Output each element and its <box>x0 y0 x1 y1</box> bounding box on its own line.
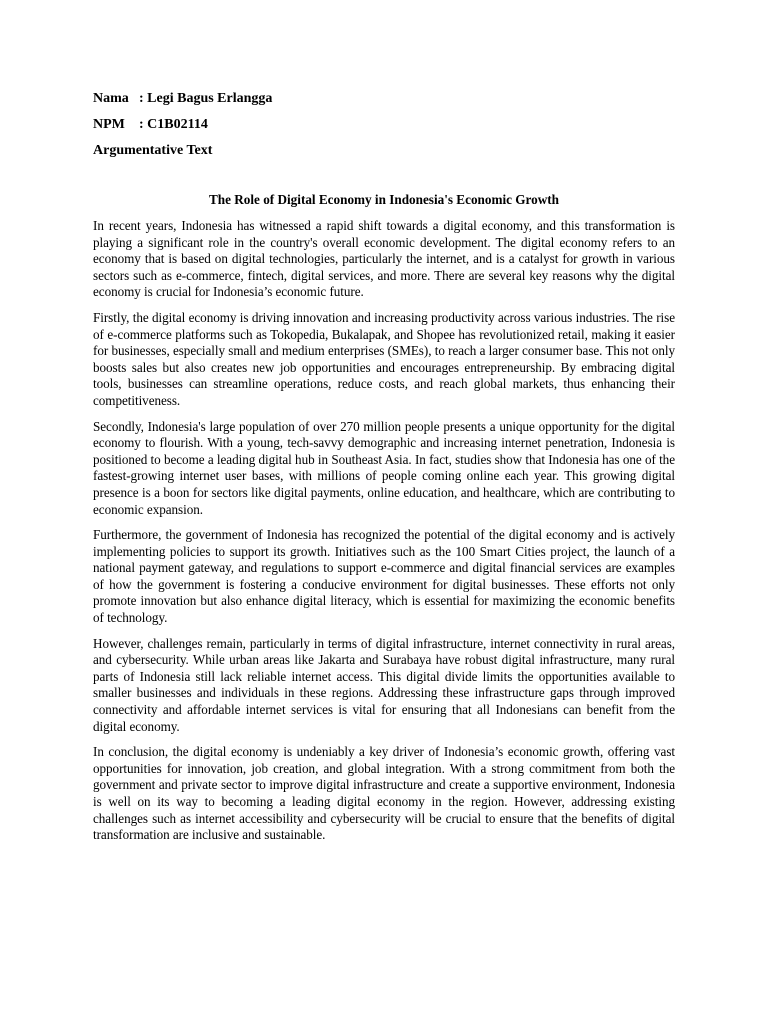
paragraph-firstly: Firstly, the digital economy is driving innovation and increasing productivity across various industries. The rise of e-commerce platforms such as Tokopedia, Bukalapak, and Shopee has revolutionized retail, making it easier for businesses, especially small and medium enterprises (SMEs), to reach a larger consumer base. This not only boosts sales but also creates new job opportunities and encourages entrepreneurship. By embracing digital tools, businesses can streamline operations, reduce costs, and reach global markets, thus enhancing their competitiveness. <box>93 309 675 408</box>
paragraph-intro: In recent years, Indonesia has witnessed a rapid shift towards a digital economy, and this transformation is playing a significant role in the country's overall economic development. The digital economy refers to an economy that is based on digital technologies, particularly the internet, and is a catalyst for growth in various sectors such as e-commerce, fintech, digital services, and more. There are several key reasons why the digital economy is crucial for Indonesia’s economic future. <box>93 218 675 300</box>
paragraph-furthermore: Furthermore, the government of Indonesia has recognized the potential of the digital economy and is actively implementing policies to support its growth. Initiatives such as the 100 Smart Cities project, the launch of a national payment gateway, and regulations to support e-commerce and digital financial services are examples of how the government is fostering a conducive environment for digital businesses. These efforts not only promote innovation but also enhance digital literacy, which is essential for maximizing the economic benefits of technology. <box>93 527 675 626</box>
name-value: : Legi Bagus Erlangga <box>139 91 273 106</box>
paragraph-secondly: Secondly, Indonesia's large population of over 270 million people presents a unique opportunity for the digital economy to flourish. With a young, tech-savvy demographic and increasing internet penetration, Indonesia is positioned to become a leading digital hub in Southeast Asia. In fact, studies show that Indonesia has one of the fastest-growing internet user bases, with millions of people coming online each year. This growing digital presence is a boon for sectors like digital payments, online education, and healthcare, which are contributing to economic expansion. <box>93 418 675 517</box>
name-label: Nama <box>93 91 129 106</box>
name-row <box>93 86 272 112</box>
essay-title: The Role of Digital Economy in Indonesia's Economic Growth <box>209 192 559 207</box>
paragraph-however: However, challenges remain, particularly in terms of digital infrastructure, internet connectivity in rural areas, and cybersecurity. While urban areas like Jakarta and Surabaya have robust digital infrastructure, many rural parts of Indonesia still lack reliable internet access. This digital divide limits the opportunities available to smaller businesses and individuals in these regions. Addressing these infrastructure gaps through improved connectivity and affordable internet services is vital for ensuring that all Indonesians can benefit from the digital economy. <box>93 635 675 734</box>
document-type: Argumentative Text <box>93 143 213 158</box>
npm-value: : C1B02114 <box>139 117 208 132</box>
npm-label: NPM <box>93 117 125 132</box>
npm-row <box>93 112 272 138</box>
essay-body <box>93 218 675 853</box>
document-header <box>93 86 272 164</box>
paragraph-conclusion: In conclusion, the digital economy is undeniably a key driver of Indonesia’s economic growth, offering vast opportunities for innovation, job creation, and global integration. With a strong commitment from both the government and private sector to improve digital infrastructure and create a supportive environment, Indonesia is well on its way to becoming a leading digital economy in the region. However, addressing existing challenges such as internet accessibility and cybersecurity will be crucial to ensure that the benefits of digital transformation are inclusive and sustainable. <box>93 744 675 843</box>
